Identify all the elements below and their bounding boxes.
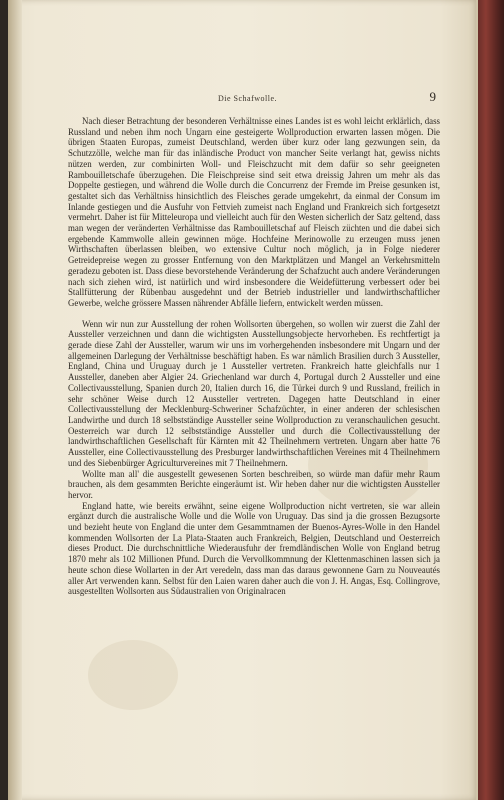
book-page — [8, 0, 478, 800]
page-number: 9 — [429, 89, 436, 104]
running-head: Die Schafwolle. — [218, 94, 278, 103]
paragraph: England hatte, wie bereits erwähnt, seine eigene Wollproduction nicht vertreten, sie war allein ergänzt durch die australische Wolle und die Wolle von Uruguay. Das sind ja die grossen Bezugsorte und bezieht heute von England die unter dem Gesammtnamen der Buenos-Ayres-Wolle in den Handel kommenden Wollsorten der La Plata-Staaten auch Frankreich, Belgien, Deutschland und Oesterreich dieses Product. Die durchschnittliche Wiederausfuhr der fremdländischen Wolle von England betrug 1870 mehr als 102 Millionen Pfund. Durch die Vervollkommnung der Klettenmaschinen lassen sich ja heute schon diese Wollarten in der Art veredeln, dass man das daraus gewonnene Garn zu Nouveautés aller Art verwenden kann. Selbst für den Laien waren daher auch die von J. H. Angas, Esq. Collingrove, ausgestellten Wollsorten aus Südaustralien von Originalracen — [68, 500, 440, 597]
paragraph: Wenn wir nun zur Ausstellung der rohen Wollsorten übergehen, so wollen wir zuerst die Zahl der Aussteller verzeichnen und dann die wichtigsten Ausstellungsobjecte hervorheben. Es rechtfertigt ja gerade diese Zahl der Aussteller, warum wir uns im vorhergehenden insbesondere mit Ungarn und der allgemeinen Darlegung der Verhältnisse beschäftigt haben. Es war nämlich Brasilien durch 3 Aussteller, England, China und Uruguay durch je 1 Aussteller vertreten. Frankreich hatte gleichfalls nur 1 Aussteller, daneben aber Algier 24. Griechenland war durch 4, Portugal durch 2 Aussteller und eine Collectivausstellung, Spanien durch 20, Italien durch 16, die Türkei durch 9 und Russland, freilich in sehr schöner Weise durch 12 Aussteller vertreten. Dagegen hatte Deutschland in einer Collectivausstellung der Mecklenburg-Schweriner Schafzüchter, in einer anderen der schlesischen Landwirthe und durch 18 selbstständige Aussteller seine Wollproduction zu veranschaulichen gesucht. Oesterreich war durch 12 selbstständige Aussteller und durch die Collectivausstellung der landwirthschaftlichen Gesellschaft für Kärnten mit 42 Theilnehmern vertreten. Ungarn aber hatte 76 Aussteller, eine Collectivausstellung des Presburger landwirthschaftlichen Vereines mit 4 Theilnehmern und des Siebenbürger Agriculturvereines mit 7 Theilnehmern. — [68, 318, 440, 468]
page-header — [68, 89, 448, 108]
book-binding — [478, 0, 504, 800]
paragraph: Wollte man all' die ausgestellt gewesenen Sorten beschreiben, so würde man dafür mehr Raum brauchen, als dem gesammten Berichte eingeräumt ist. Wir heben daher nur die wichtigsten Aussteller hervor. — [68, 468, 440, 500]
page-gutter — [8, 0, 22, 800]
paragraph: Nach dieser Betrachtung der besonderen Verhältnisse eines Landes ist es wohl leicht erklärlich, dass Russland und neben ihm noch Ungarn eine gesteigerte Wollproduction erwarten lassen mögen. Die übrigen Staaten Europas, zumeist Deutschland, werden über kurz oder lang gezwungen sein, da Schutzzölle, welche man für das inländische Product von mancher Seite verlangt hat, gewiss nichts nützen werden, zur combinirten Woll- und Fleischzucht mit dem dafür so sehr geeigneten Rambouilletschafe überzugehen. Die Fleischpreise sind seit etwa dreissig Jahren um mehr als das Doppelte gestiegen, und während die Wolle durch die Concurrenz der Fremde im Preise gesunken ist, gestaltet sich das Verhältniss hinsichtlich des Fleisches gerade umgekehrt, da einmal der Consum im Inlande gestiegen und die Ausfuhr von Fettvieh zumeist nach England und Frankreich sich fortgesetzt vermehrt. Daher ist für Mitteleuropa und vielleicht auch für den Westen sicherlich der Satz geltend, dass man wegen der veränderten Verhältnisse das Rambouilletschaf auf Fleisch züchten und die dabei sich ergebende Kammwolle allein gewinnen möge. Hochfeine Merinowolle zu erzeugen muss jenen Wirthschaften überlassen bleiben, wo extensive Cultur noch möglich, ja in Folge niederer Getreidepreise wegen zu grosser Entfernung von den Marktplätzen und Mangel an Verkehrsmitteln geradezu geboten ist. Dass diese bevorstehende Veränderung der Schafzucht auch andere Veränderungen nach sich ziehen wird, ist natürlich und wird insbesondere die Weidefütterung verbessert oder bei Stallfütterung der Rübenbau ausgedehnt und der Betrieb industrieller und landwirthschaftlicher Gewerbe, welche grössere Massen nährender Abfälle liefern, entwickelt werden müssen. — [68, 116, 440, 308]
body-text — [68, 116, 440, 597]
paper-stain — [88, 640, 178, 710]
